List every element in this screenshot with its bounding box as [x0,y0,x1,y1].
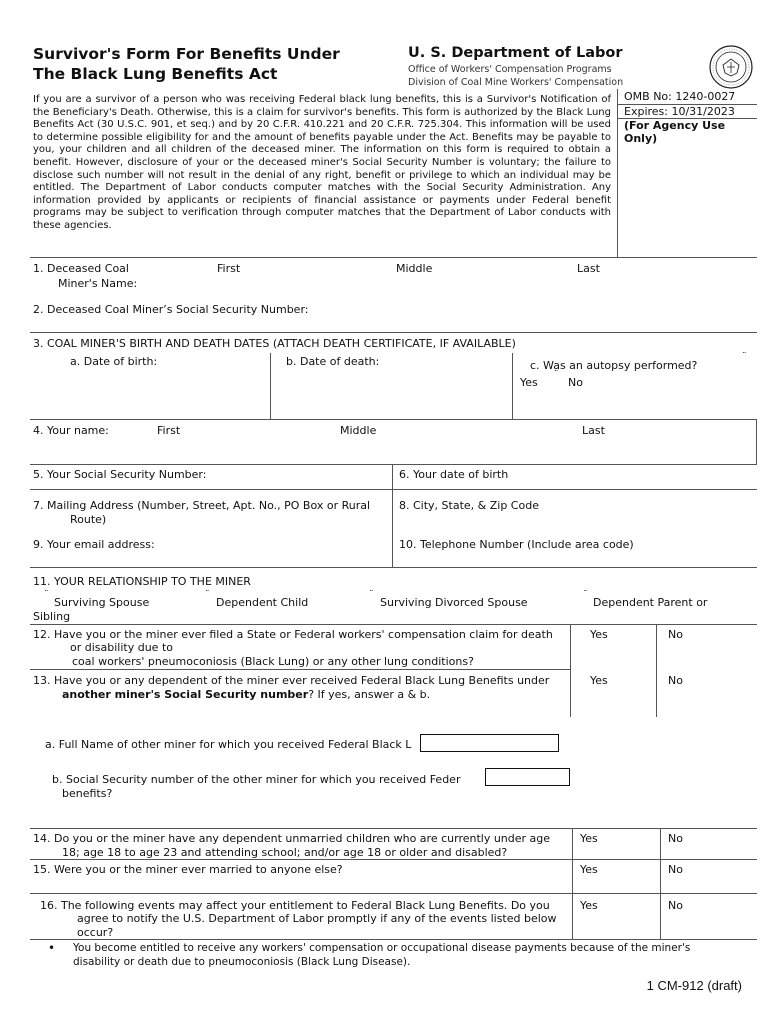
q3-no: No [568,376,583,389]
checkbox-icon[interactable]: ¨ [554,370,559,380]
q9-label: 9. Your email address: [33,538,155,551]
q2-label: 2. Deceased Coal Miner’s Social Security Number: [33,303,309,316]
q14-question: 14. Do you or the miner have any dependent unmarried children who are currently under age [33,832,551,845]
form-title: Survivor's Form For Benefits Under The Black Lung Benefits Act [33,45,340,83]
omb-number: OMB No: 1240-0027 Expires: 10/31/2023 [624,90,736,118]
q13-question: 13. Have you or any dependent of the miner ever received Federal Black Lung Benefits under [33,674,550,687]
q6-label: 6. Your date of birth [399,468,509,481]
q3-date-of-birth: a. Date of birth: [70,355,158,368]
q1-middle: Middle [396,262,433,275]
q1-first: First [217,262,241,275]
q16-question: 16. The following events may affect your entitlement to Federal Black Lung Benefits. Do you [40,899,550,912]
q4-last: Last [582,424,605,437]
bullet-icon: • [48,941,56,955]
q8-label: 8. City, State, & Zip Code [399,499,539,512]
q4-middle: Middle [340,424,377,437]
bullet-text: You become entitled to receive any workers' compensation or occupational disease payments because of the miner's [73,942,691,954]
q4-first: First [157,424,181,437]
q15-question: 15. Were you or the miner ever married to anyone else? [33,863,343,876]
q16-yes[interactable]: Yes [580,899,598,912]
q16-question-cont: agree to notify the U.S. Department of Labor promptly if any of the events listed below [77,912,557,925]
intro-paragraph: If you are a survivor of a person who was receiving Federal black lung benefits, this is a Survivor's Notification of the Beneficiary's Death. Otherwise, this is a claim for survivor's benefits. This form is authorized by the Black Lung Benefits Act (30 U.S.C. 901, et seq.) and by 20 C.F.R. 410.221 and 20 C.F.R. 725.304. This information will be used to determine possible eligibility for and the amount of benefits payable under the Act. Benefits may be payable to you, your children and all children of the deceased miner. The information on this form is required to obtain a benefit. However, disclosure of your or the deceased miner's Social Security Number is voluntary; the failure to disclose such number will not result in the denial of any right, benefit or privilege to which an individual may be entitled. The Department of Labor conducts computer matches with the Social Security Administration. Any information provided by applicants or recipients of financial assistance or payments under Federal benefit programs may be subject to verification through computer matches that the Department of Labor conducts with these agencies. [33,94,611,231]
q14-yes[interactable]: Yes [580,832,598,845]
bullet-text-cont: disability or death due to pneumoconiosis (Black Lung Disease). [73,956,411,968]
q12-yes[interactable]: Yes [590,628,608,641]
q1-label: 1. Deceased Coal [33,262,129,275]
q13-question-cont: another miner's Social Security number? If yes, answer a & b. [62,688,431,701]
q15-no[interactable]: No [668,863,683,876]
q14-question-cont: 18; age 18 to age 23 and attending school; and/or age 18 or older and disabled? [62,846,508,859]
q14-no[interactable]: No [668,832,683,845]
checkbox-icon[interactable]: ¨ [742,352,747,362]
q11-option-parent: Dependent Parent or [593,596,708,609]
department-name: U. S. Department of Labor [408,45,623,61]
q13b-label-cont: benefits? [62,787,113,800]
checkbox-icon[interactable]: ¨ [205,590,210,600]
agency-use-label: (For Agency Use Only) [624,119,726,145]
dol-seal-icon [709,45,753,89]
q3-autopsy-question: c. Was an autopsy performed? [530,359,698,372]
q5-label: 5. Your Social Security Number: [33,468,207,481]
q12-question: 12. Have you or the miner ever filed a State or Federal workers' compensation claim for death [33,628,553,641]
q15-yes[interactable]: Yes [580,863,598,876]
q11-option-spouse: Surviving Spouse [54,596,150,609]
q11-option-child: Dependent Child [216,596,309,609]
q7-label-cont: Route) [70,513,107,526]
q3-yes: Yes [520,376,538,389]
q16-no[interactable]: No [668,899,683,912]
q4-label: 4. Your name: [33,424,109,437]
q7-label: 7. Mailing Address (Number, Street, Apt. No., PO Box or Rural [33,499,371,512]
q11-option-parent-cont: Sibling [33,610,71,623]
q3-label: 3. COAL MINER'S BIRTH AND DEATH DATES (ATTACH DEATH CERTIFICATE, IF AVAILABLE) [33,337,516,350]
q16-question-cont2: occur? [77,926,114,939]
checkbox-icon[interactable]: ¨ [44,590,49,600]
q13b-label: b. Social Security number of the other miner for which you received Feder [52,773,461,786]
checkbox-icon[interactable]: ¨ [369,590,374,600]
q1-label-cont: Miner's Name: [58,277,138,290]
office-name: Office of Workers' Compensation Programs Division of Coal Mine Workers' Compensation [408,64,624,88]
q12-question-cont2: coal workers' pneumoconiosis (Black Lung) or any other lung conditions? [72,655,474,668]
q12-no[interactable]: No [668,628,683,641]
checkbox-icon[interactable]: ¨ [583,590,588,600]
q13a-input[interactable] [420,734,559,752]
q3-date-of-death: b. Date of death: [286,355,380,368]
q13a-label: a. Full Name of other miner for which you received Federal Black L [45,738,412,751]
q12-question-cont: or disability due to [70,641,173,654]
form-number: 1 CM-912 (draft) [646,978,742,993]
q1-last: Last [577,262,600,275]
q10-label: 10. Telephone Number (Include area code) [399,538,634,551]
q13-no[interactable]: No [668,674,683,687]
q11-option-divorced: Surviving Divorced Spouse [380,596,528,609]
q11-label: 11. YOUR RELATIONSHIP TO THE MINER [33,575,251,588]
q13b-input[interactable] [485,768,570,786]
q13-yes[interactable]: Yes [590,674,608,687]
